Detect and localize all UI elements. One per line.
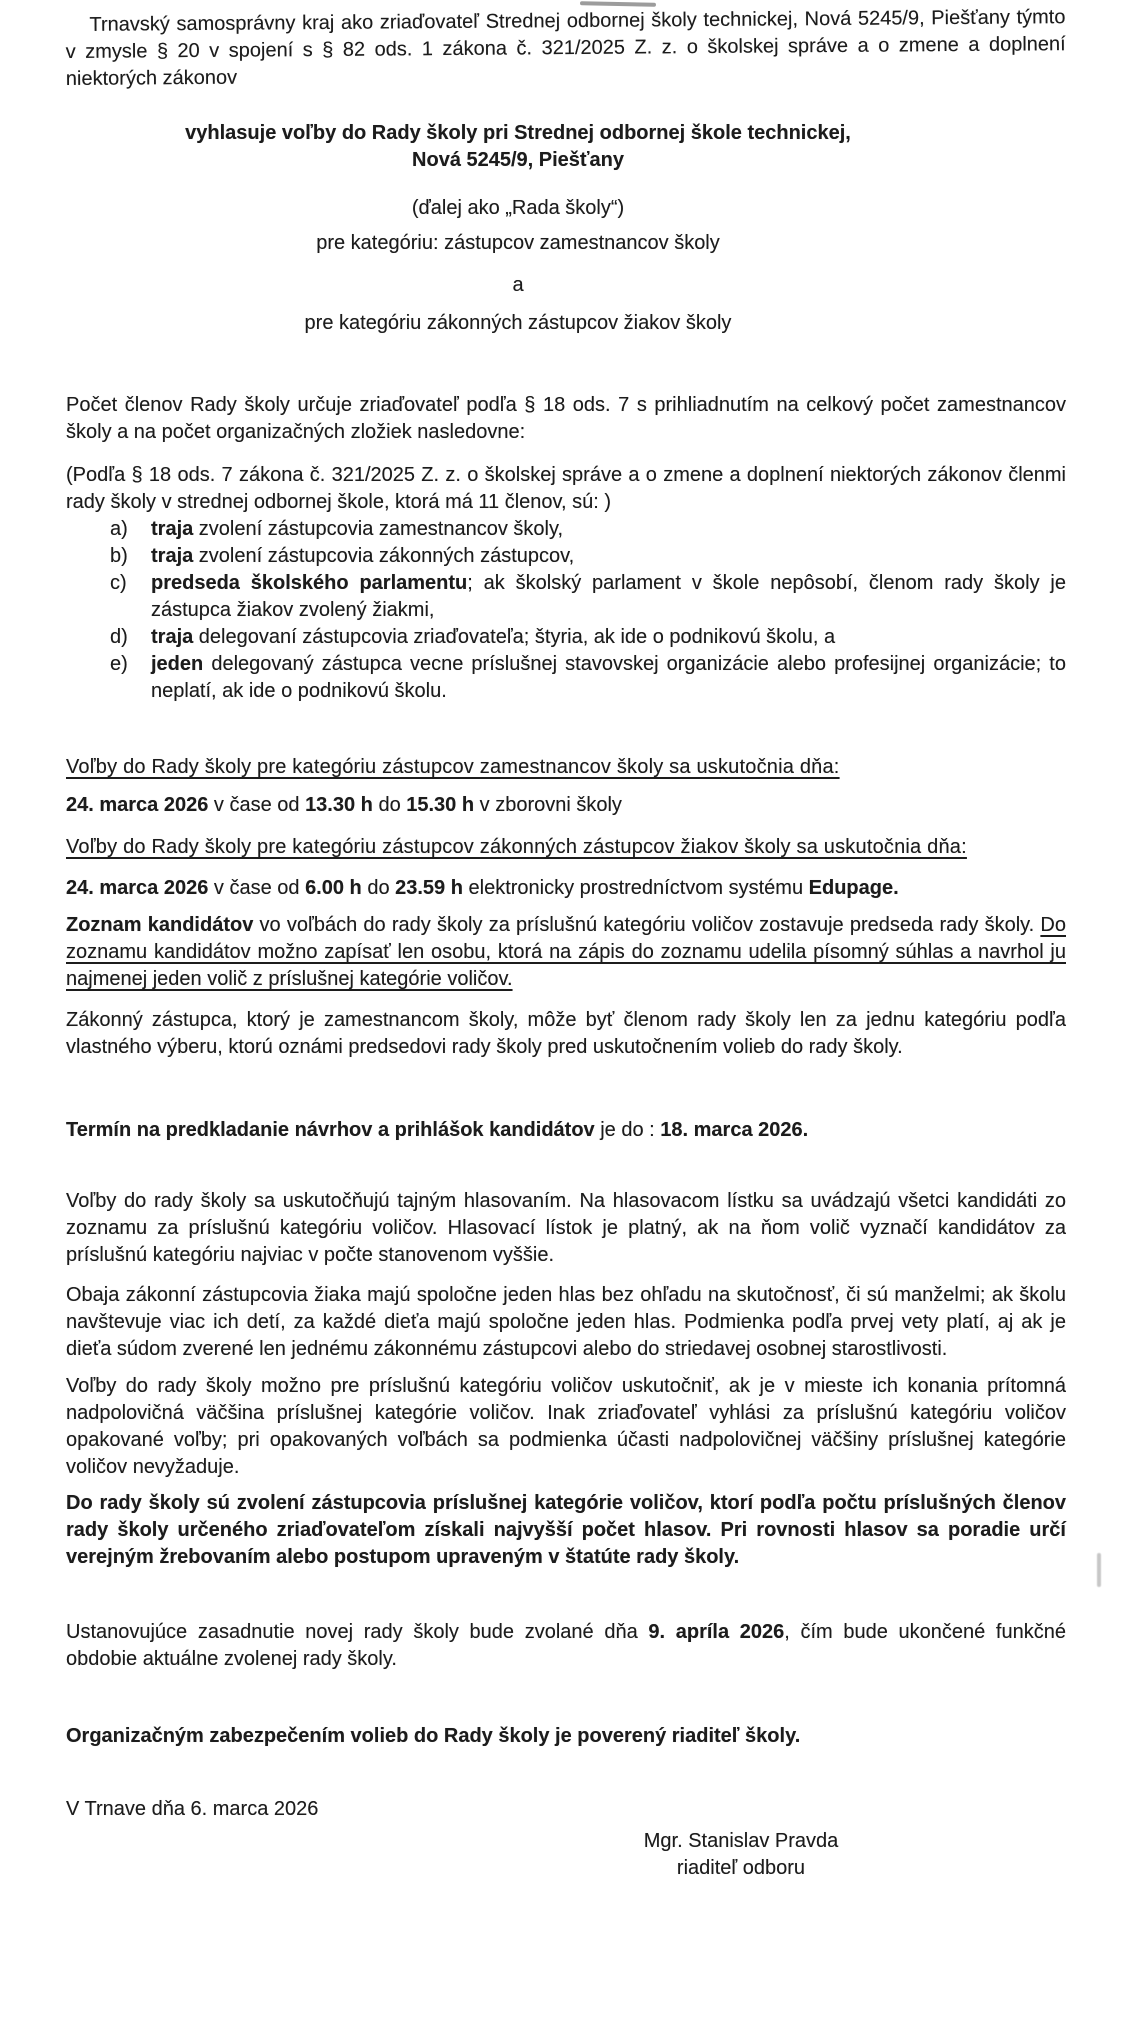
signatory-title: riaditeľ odboru: [676, 1857, 806, 1879]
quorum-paragraph: Voľby do rady školy možno pre príslušnú kategóriu voličov uskutočniť, ak je v mieste ich konania prítomná nadpolovičná väčšina príslušnej kategórie voličov. Inak zriaďovateľ vyhlási za príslušnú kategóriu voličov opakované voľby; pri opakovaných voľbách sa podmienka účasti nadpolovičnej väčšiny príslušnej kategórie voličov nevyžaduje.: [66, 1375, 1066, 1478]
list-item-text: traja zvolení zástupcovia zákonných zástupcov,: [151, 545, 575, 567]
alias-line: (ďalej ako „Rada školy“): [411, 197, 625, 219]
list-item-text: predseda školského parlamentu; ak školský parlament v škole nepôsobí, členom rady školy je zástupca žiakov zvolený žiakmi,: [151, 572, 1066, 621]
council-size-paragraph: Počet členov Rady školy určuje zriaďovateľ podľa § 18 ods. 7 s prihliadnutím na celkový počet zamestnancov školy a na počet organizačných zložiek nasledovne:: [66, 394, 1066, 443]
category-employees-line: pre kategóriu: zástupcov zamestnancov školy: [316, 232, 720, 254]
first-meeting-paragraph: Ustanovujúce zasadnutie novej rady školy bude zvolané dňa 9. apríla 2026, čím bude ukončené funkčné obdobie aktuálne zvolenej rady školy.: [66, 1621, 1066, 1670]
council-member-item-b: [66, 543, 1066, 570]
council-member-item-c: [66, 570, 1066, 624]
conjunction-line: a: [512, 274, 524, 296]
proclamation-line-2: Nová 5245/9, Piešťany: [412, 149, 624, 171]
council-member-item-e: [66, 651, 1066, 705]
scan-artifact-right-line: [1097, 1553, 1101, 1587]
proclamation-line-1: vyhlasuje voľby do Rady školy pri Strednej odbornej škole technickej,: [185, 122, 851, 144]
guardians-vote-paragraph: Obaja zákonní zástupcovia žiaka majú spoločne jeden hlas bez ohľadu na skutočnosť, či sú manželmi; ak školu navštevuje viac ich detí, za každé dieťa majú spoločne jeden hlas. Podmienka podľa prvej vety platí, aj ak je dieťa súdom zverené len jednému zákonnému zástupcovi alebo do striedavej osobnej starostlivosti.: [66, 1284, 1066, 1360]
employees-election-date-line: 24. marca 2026 v čase od 13.30 h do 15.30 h v zborovni školy: [66, 794, 622, 816]
signature-block: [581, 1828, 901, 1882]
council-members-list: [66, 516, 1066, 705]
list-item-text: jeden delegovaný zástupca vecne príslušnej stavovskej organizácie alebo profesijnej organizácie; to neplatí, ak ide o podnikovú školu.: [151, 653, 1066, 702]
employees-election-heading: Voľby do Rady školy pre kategóriu zástupcov zamestnancov školy sa uskutočnia dňa:: [66, 756, 840, 778]
list-marker: b): [110, 545, 128, 567]
list-marker: a): [110, 518, 128, 540]
intro-paragraph: Trnavský samosprávny kraj ako zriaďovateľ Strednej odbornej školy technickej, Nová 5245/9, Piešťany týmto v zmysle § 20 v spojení s § 82 ods. 1 zákona č. 321/2025 Z. z. o školskej správe a o zmene a doplnení niektorých zákonov: [65, 6, 1066, 91]
deadline-line: Termín na predkladanie návrhov a prihlášok kandidátov je do : 18. marca 2026.: [66, 1119, 809, 1141]
list-item-text: traja delegovaní zástupcovia zriaďovateľa; štyria, ak ide o podnikovú školu, a: [151, 626, 836, 648]
place-date-line: V Trnave dňa 6. marca 2026: [66, 1798, 319, 1820]
list-marker: d): [110, 626, 128, 648]
council-member-item-a: [66, 516, 1066, 543]
election-proclamation: [66, 120, 970, 174]
candidates-list-paragraph: Zoznam kandidátov vo voľbách do rady školy za príslušnú kategóriu voličov zostavuje predseda rady školy. Do zoznamu kandidátov možno zapísať len osobu, ktorá na zápis do zoznamu udelila písomný súhlas a navrhol ju najmenej jeden volič z príslušnej kategórie voličov.: [66, 914, 1066, 990]
list-marker: e): [110, 653, 128, 675]
secret-ballot-paragraph: Voľby do rady školy sa uskutočňujú tajným hlasovaním. Na hlasovacom lístku sa uvádzajú všetci kandidáti zo zoznamu za príslušnú kategóriu voličov. Hlasovací lístok je platný, ak na ňom volič vyznačí kandidátov za príslušnú kategóriu najviac v počte stanovenom vyššie.: [66, 1190, 1066, 1266]
list-marker: c): [110, 572, 127, 594]
guardians-election-date-line: 24. marca 2026 v čase od 6.00 h do 23.59 h elektronicky prostredníctvom systému Edupage.: [66, 877, 899, 899]
list-item-text: traja zvolení zástupcovia zamestnancov školy,: [151, 518, 564, 540]
organization-line: Organizačným zabezpečením volieb do Rady školy je poverený riaditeľ školy.: [66, 1725, 801, 1747]
council-member-item-d: [66, 624, 1066, 651]
scan-artifact-top-smudge: [580, 1, 656, 6]
category-guardians-line: pre kategóriu zákonných zástupcov žiakov školy: [304, 312, 732, 334]
signatory-name: Mgr. Stanislav Pravda: [643, 1830, 839, 1852]
results-paragraph: Do rady školy sú zvolení zástupcovia príslušnej kategórie voličov, ktorí podľa počtu príslušných členov rady školy určeného zriaďovateľom získali najvyšší počet hlasov. Pri rovnosti hlasov sa poradie určí verejným žrebovaním alebo postupom upraveným v štatúte rady školy.: [66, 1492, 1066, 1568]
legal-guardian-paragraph: Zákonný zástupca, ktorý je zamestnancom školy, môže byť členom rady školy len za jednu kategóriu podľa vlastného výberu, ktorú oznámi predsedovi rady školy pred uskutočnením volieb do rady školy.: [66, 1009, 1066, 1058]
guardians-election-heading: Voľby do Rady školy pre kategóriu zástupcov zákonných zástupcov žiakov školy sa uskutočnia dňa:: [66, 836, 967, 858]
legal-reference-paragraph: (Podľa § 18 ods. 7 zákona č. 321/2025 Z. z. o školskej správe a o zmene a doplnení niektorých zákonov členmi rady školy v strednej odbornej škole, ktorá má 11 členov, sú: ): [66, 464, 1066, 513]
